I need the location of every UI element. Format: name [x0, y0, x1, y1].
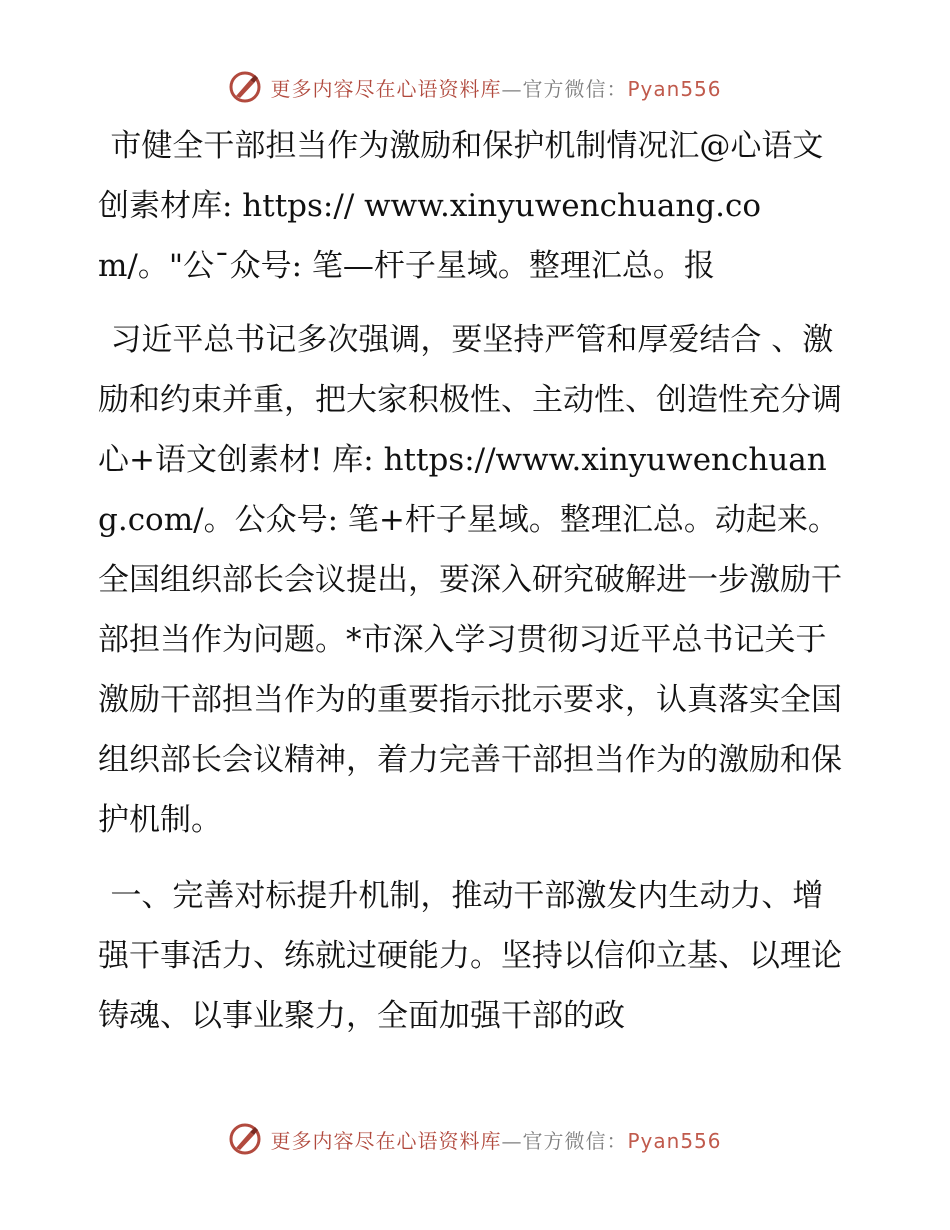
watermark-wechat-label: 官方微信： [522, 76, 628, 101]
watermark-banner-bottom [0, 1122, 950, 1156]
watermark-dash: — [501, 1128, 523, 1153]
document-body [98, 116, 853, 1046]
watermark-text [270, 73, 721, 102]
watermark-banner-top [0, 70, 950, 104]
watermark-slogan: 更多内容尽在心语资料库 [270, 1128, 502, 1153]
pen-logo-icon [228, 1122, 262, 1156]
paragraph-intro: 习近平总书记多次强调，要坚持严管和厚爱结合 、激励和约束并重，把大家积极性、主动性、创造性充分调心+语文创素材! 库: https://www.xinyuwenchuang.com/。公众号: 笔+杆子星域。整理汇总。动起来。全国组织部长会议提出，要深入研究破解进一步激励干部担当作为问题。*市深入学习贯彻习近平总书记关于激励干部担当作为的重要指示批示要求，认真落实全国组织部长会议精神，着力完善干部担当作为的激励和保护机制。 [98, 322, 842, 838]
watermark-wechat-id: Pyan556 [627, 1128, 722, 1153]
paragraph-title: 市健全干部担当作为激励和保护机制情况汇@心语文创素材库: https:// www.xinyuwenchuang.com/。"公¯众号: 笔—杆子星域。整理汇总。报 [98, 128, 824, 284]
watermark-wechat-label: 官方微信： [522, 1128, 628, 1153]
watermark-slogan: 更多内容尽在心语资料库 [270, 76, 502, 101]
pen-logo-icon [228, 70, 262, 104]
watermark-dash: — [501, 76, 523, 101]
watermark-text [270, 1125, 721, 1154]
watermark-wechat-id: Pyan556 [627, 76, 722, 101]
paragraph-section-one: 一、完善对标提升机制，推动干部激发内生动力、增强干事活力、练就过硬能力。坚持以信仰立基、以理论铸魂、以事业聚力，全面加强干部的政 [98, 878, 842, 1034]
